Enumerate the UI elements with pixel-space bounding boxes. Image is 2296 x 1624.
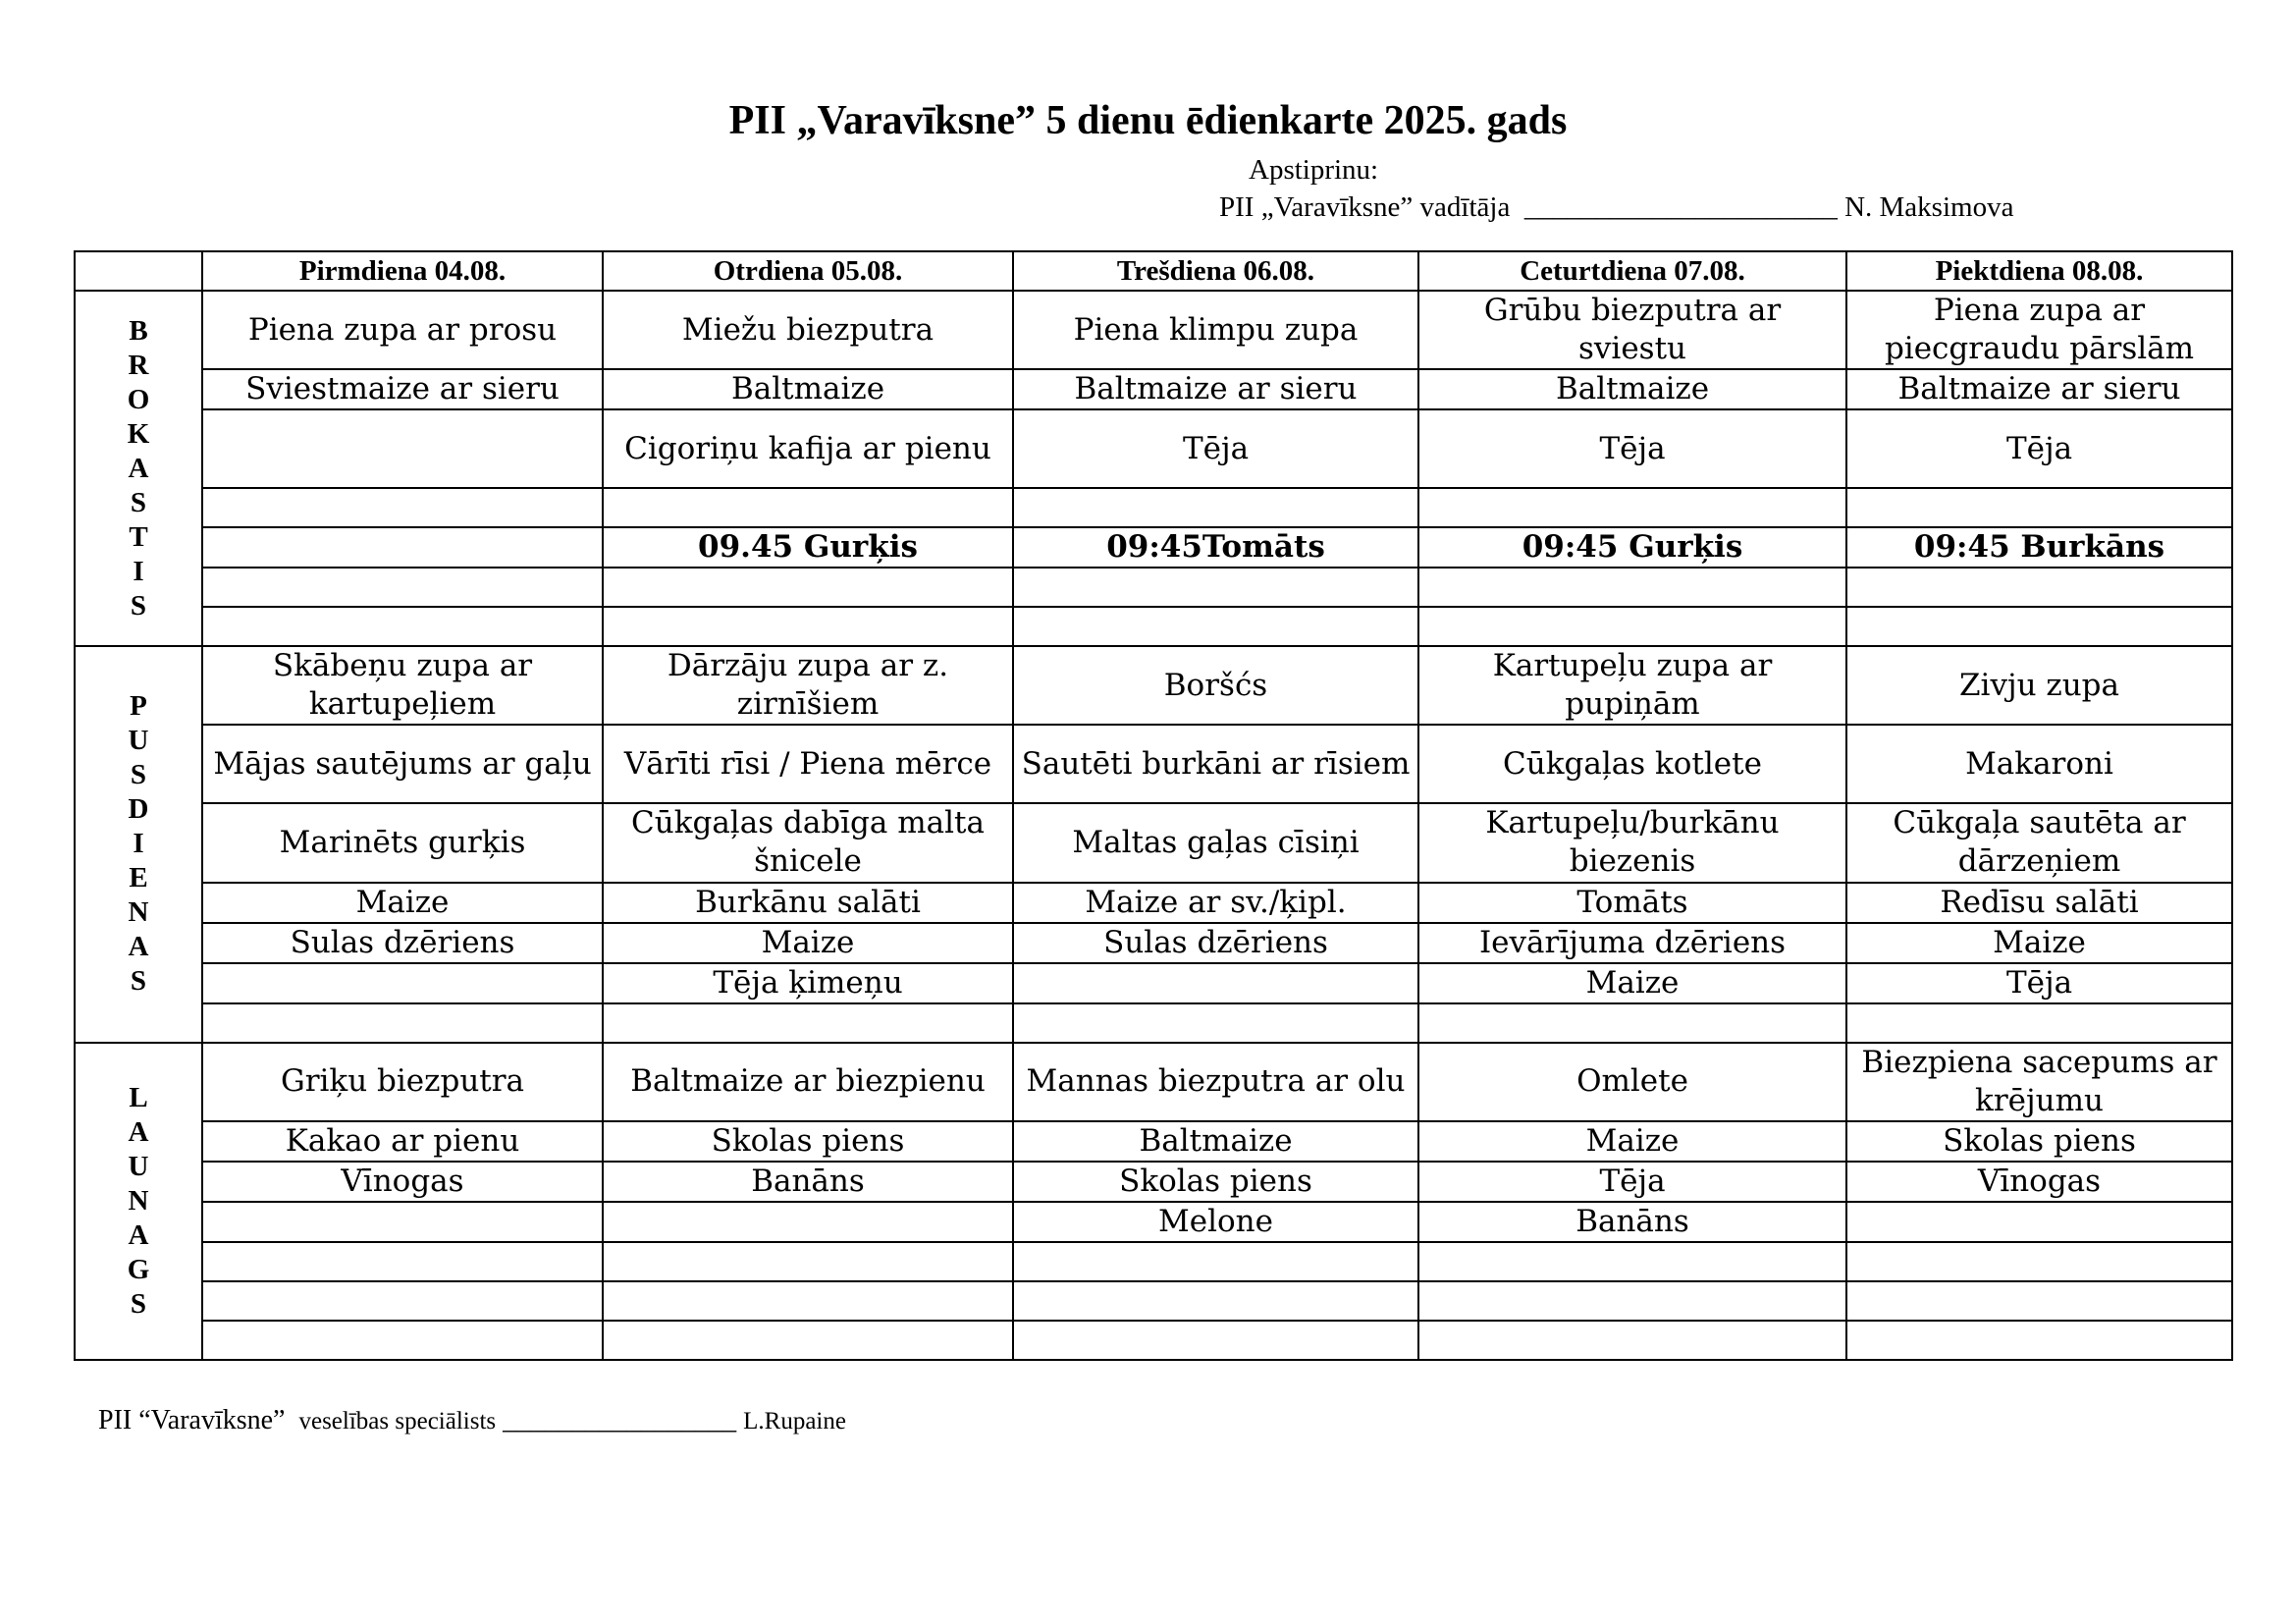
menu-row [75,1043,2232,1121]
menu-cell: Baltmaize [603,369,1013,409]
menu-cell [1013,1321,1418,1360]
menu-cell: Zivju zupa [1846,646,2232,725]
menu-cell [1846,1242,2232,1281]
menu-cell: Maize [1846,923,2232,963]
day-header-row [75,251,2232,291]
menu-cell [1418,1321,1846,1360]
menu-cell: Kartupeļu zupa ar pupiņām [1418,646,1846,725]
menu-cell: Marinēts gurķis [202,803,603,882]
menu-cell [202,488,603,527]
meal-letter: S [130,759,147,791]
menu-cell: Kakao ar pienu [202,1121,603,1162]
meal-letter: K [127,417,150,450]
menu-cell: Banāns [1418,1202,1846,1242]
menu-cell: Griķu biezputra [202,1043,603,1121]
menu-cell: 09:45 Burkāns [1846,527,2232,568]
menu-cell: Skolas piens [1013,1162,1418,1202]
menu-cell [1418,1281,1846,1321]
menu-row [75,646,2232,725]
menu-cell: Sulas dzēriens [202,923,603,963]
meal-letter: O [127,383,150,415]
meal-letter: N [128,1184,149,1217]
menu-cell [1013,1242,1418,1281]
menu-cell [1418,488,1846,527]
menu-cell: Sautēti burkāni ar rīsiem [1013,725,1418,803]
menu-cell: Sviestmaize ar sieru [202,369,603,409]
menu-cell: Tēja [1846,963,2232,1003]
menu-row [75,607,2232,646]
menu-row [75,409,2232,488]
menu-cell: Ievārījuma dzēriens [1418,923,1846,963]
meal-letter: A [128,452,149,484]
day-header: Trešdiena 06.08. [1013,251,1418,291]
menu-cell: Baltmaize ar sieru [1013,369,1418,409]
menu-row [75,1242,2232,1281]
menu-row [75,1003,2232,1043]
meal-letter: A [128,1218,149,1251]
menu-cell: Burkānu salāti [603,883,1013,923]
menu-cell: Baltmaize ar sieru [1846,369,2232,409]
meal-letter: P [130,690,147,723]
menu-cell: Miežu biezputra [603,291,1013,369]
menu-cell [1846,488,2232,527]
meal-letter: S [130,486,147,518]
menu-cell [603,568,1013,607]
approval-label: Apstiprinu: [1249,154,1379,186]
menu-row [75,725,2232,803]
menu-cell [1846,1281,2232,1321]
menu-cell [1013,568,1418,607]
menu-cell: Maize ar sv./ķipl. [1013,883,1418,923]
meal-letter: T [129,520,148,553]
meal-letter: E [129,862,148,894]
menu-cell: 09:45 Gurķis [1418,527,1846,568]
menu-cell [1013,488,1418,527]
menu-cell [202,607,603,646]
menu-row [75,1121,2232,1162]
meal-letter: I [133,828,144,860]
menu-row [75,963,2232,1003]
menu-cell: Cūkgaļa sautēta ar dārzeņiem [1846,803,2232,882]
menu-cell [1846,568,2232,607]
menu-cell: Omlete [1418,1043,1846,1121]
menu-row [75,923,2232,963]
menu-cell: Cūkgaļas kotlete [1418,725,1846,803]
menu-cell: Skolas piens [1846,1121,2232,1162]
menu-row [75,803,2232,882]
menu-cell: Dārzāju zupa ar z. zirnīšiem [603,646,1013,725]
corner-cell [75,251,202,291]
menu-cell: Makaroni [1846,725,2232,803]
menu-cell: Maize [1418,963,1846,1003]
menu-cell: Maize [202,883,603,923]
menu-row [75,568,2232,607]
menu-cell: Piena klimpu zupa [1013,291,1418,369]
meal-letter: S [130,1287,147,1320]
meal-label [75,1043,202,1360]
menu-cell [1846,607,2232,646]
menu-cell: Mannas biezputra ar olu [1013,1043,1418,1121]
menu-cell: Baltmaize ar biezpienu [603,1043,1013,1121]
menu-cell: Tēja [1846,409,2232,488]
menu-cell [1013,1003,1418,1043]
menu-cell: Piena zupa ar piecgraudu pārslām [1846,291,2232,369]
menu-cell: Tēja [1418,1162,1846,1202]
menu-cell [603,1281,1013,1321]
footer-signature-blank: _________________ [503,1405,737,1435]
menu-cell: 09.45 Gurķis [603,527,1013,568]
menu-cell: Redīsu salāti [1846,883,2232,923]
meal-letter: U [128,1150,149,1182]
meal-letter: N [128,896,149,929]
meal-letter: D [128,793,149,826]
menu-cell: Melone [1013,1202,1418,1242]
menu-cell: Baltmaize [1013,1121,1418,1162]
menu-cell: Baltmaize [1418,369,1846,409]
menu-cell [603,1321,1013,1360]
menu-cell: Tomāts [1418,883,1846,923]
menu-row [75,291,2232,369]
menu-row [75,1281,2232,1321]
menu-cell: Tēja ķimeņu [603,963,1013,1003]
meal-label [75,291,202,646]
menu-cell: Piena zupa ar prosu [202,291,603,369]
menu-row [75,488,2232,527]
menu-row [75,369,2232,409]
meal-letter: S [130,965,147,998]
menu-cell [202,568,603,607]
menu-cell: Cigoriņu kafija ar pienu [603,409,1013,488]
page-title: PII „Varavīksne” 5 dienu ēdienkarte 2025. gads [728,98,1568,143]
menu-cell: Tēja [1418,409,1846,488]
day-header: Otrdiena 05.08. [603,251,1013,291]
menu-cell: Cūkgaļas dabīga malta šnicele [603,803,1013,882]
menu-cell [603,1003,1013,1043]
meal-letter: I [133,555,144,587]
menu-cell: Banāns [603,1162,1013,1202]
meal-letter: A [128,931,149,963]
menu-cell [202,409,603,488]
menu-cell [1418,1003,1846,1043]
footer-role: veselības speciālists [298,1408,497,1435]
meal-letter: U [128,725,149,757]
meal-letter: G [127,1253,150,1285]
menu-cell: Boršćs [1013,646,1418,725]
menu-cell: Maize [603,923,1013,963]
menu-cell [202,1003,603,1043]
menu-cell [202,527,603,568]
menu-cell [603,488,1013,527]
menu-row [75,1162,2232,1202]
menu-cell [202,1202,603,1242]
menu-cell [1846,1202,2232,1242]
meal-letter: L [129,1081,148,1113]
menu-cell [1418,607,1846,646]
head-name: N. Maksimova [1844,191,2014,223]
footer-org: PII “Varavīksne” [98,1405,286,1435]
head-signature-line [1219,190,2013,225]
menu-table [74,250,2233,1361]
footer-name: L.Rupaine [743,1408,846,1435]
menu-cell [603,607,1013,646]
menu-cell [603,1242,1013,1281]
menu-cell: Mājas sautējums ar gaļu [202,725,603,803]
menu-cell: Maize [1418,1121,1846,1162]
menu-cell [1846,1321,2232,1360]
head-signature-blank: ______________________ [1523,191,1838,223]
meal-label [75,646,202,1042]
meal-letter: A [128,1115,149,1148]
menu-cell: Biezpiena sacepums ar krējumu [1846,1043,2232,1121]
menu-cell: Tēja [1013,409,1418,488]
menu-cell [202,1242,603,1281]
menu-cell [202,1281,603,1321]
menu-cell [1013,607,1418,646]
menu-cell: Vīnogas [1846,1162,2232,1202]
menu-cell [202,1321,603,1360]
menu-cell: Skābeņu zupa ar kartupeļiem [202,646,603,725]
menu-cell: Skolas piens [603,1121,1013,1162]
menu-cell [202,963,603,1003]
menu-cell [1418,568,1846,607]
menu-row [75,527,2232,568]
menu-cell [1013,963,1418,1003]
meal-letter: S [130,589,147,622]
day-header: Piektdiena 08.08. [1846,251,2232,291]
head-role: PII „Varavīksne” vadītāja [1219,191,1511,223]
menu-cell: Vārīti rīsi / Piena mērce [603,725,1013,803]
meal-letter: B [129,314,148,347]
day-header: Pirmdiena 04.08. [202,251,603,291]
menu-row [75,883,2232,923]
menu-row [75,1321,2232,1360]
menu-cell [1846,1003,2232,1043]
menu-cell [1013,1281,1418,1321]
menu-cell: Grūbu biezputra ar sviestu [1418,291,1846,369]
menu-cell: Vīnogas [202,1162,603,1202]
day-header: Ceturtdiena 07.08. [1418,251,1846,291]
menu-cell: Kartupeļu/burkānu biezenis [1418,803,1846,882]
menu-cell: Sulas dzēriens [1013,923,1418,963]
menu-cell: 09:45Tomāts [1013,527,1418,568]
menu-cell: Maltas gaļas cīsiņi [1013,803,1418,882]
menu-cell [603,1202,1013,1242]
meal-letter: R [128,349,149,381]
menu-cell [1418,1242,1846,1281]
footer-signature [98,1404,846,1437]
menu-row [75,1202,2232,1242]
